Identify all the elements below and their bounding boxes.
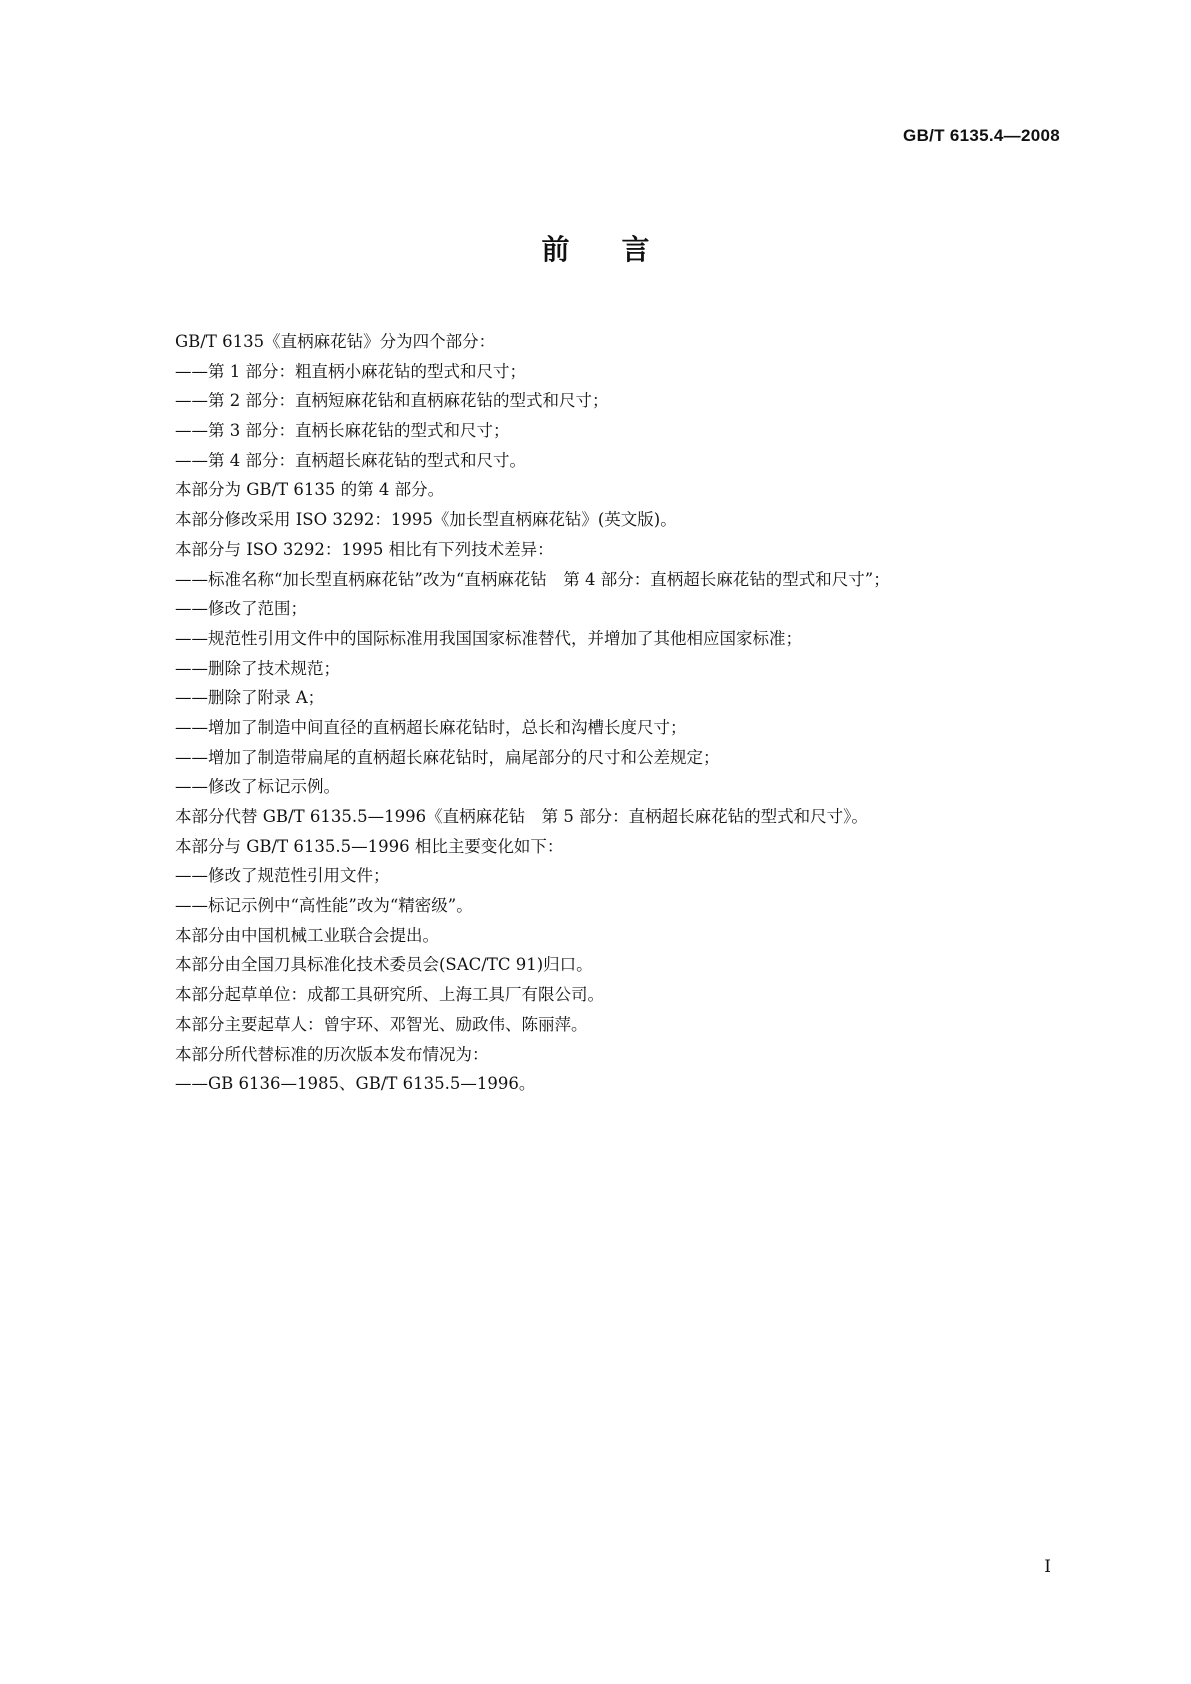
paragraph: 本部分修改采用 ISO 3292：1995《加长型直柄麻花钻》(英文版)。 — [175, 510, 677, 530]
paragraph: ——增加了制造带扁尾的直柄超长麻花钻时，扁尾部分的尺寸和公差规定； — [175, 747, 720, 767]
paragraph: ——删除了附录 A； — [175, 688, 325, 708]
paragraph: ——修改了规范性引用文件； — [175, 866, 390, 886]
paragraph: ——第 1 部分：粗直柄小麻花钻的型式和尺寸； — [175, 361, 526, 381]
page-number: I — [1044, 1557, 1051, 1577]
paragraph: ——修改了范围； — [175, 599, 307, 619]
paragraph: ——第 2 部分：直柄短麻花钻和直柄麻花钻的型式和尺寸； — [175, 391, 609, 411]
paragraph: ——规范性引用文件中的国际标准用我国国家标准替代，并增加了其他相应国家标准； — [175, 628, 802, 648]
page-title: 前言 — [541, 233, 702, 266]
document-code: GB/T 6135.4—2008 — [903, 126, 1060, 145]
paragraph: 本部分由中国机械工业联合会提出。 — [175, 925, 439, 945]
paragraph: ——GB 6136—1985、GB/T 6135.5—1996。 — [175, 1074, 536, 1094]
paragraph: 本部分代替 GB/T 6135.5—1996《直柄麻花钻 第 5 部分：直柄超长麻花钻的型式和尺寸》。 — [175, 807, 868, 826]
foreword-body — [175, 327, 1095, 1099]
paragraph: 本部分主要起草人：曾宇环、邓智光、励政伟、陈丽萍。 — [175, 1014, 588, 1034]
paragraph: ——修改了标记示例。 — [175, 777, 340, 797]
paragraph: 本部分由全国刀具标准化技术委员会(SAC/TC 91)归口。 — [175, 955, 593, 975]
paragraph: ——增加了制造中间直径的直柄超长麻花钻时，总长和沟槽长度尺寸； — [175, 717, 687, 737]
paragraph: 本部分起草单位：成都工具研究所、上海工具厂有限公司。 — [175, 985, 604, 1005]
paragraph: ——第 4 部分：直柄超长麻花钻的型式和尺寸。 — [175, 450, 526, 470]
paragraph: 本部分与 ISO 3292：1995 相比有下列技术差异： — [175, 539, 554, 559]
paragraph: ——第 3 部分：直柄长麻花钻的型式和尺寸； — [175, 421, 510, 441]
paragraph: 本部分与 GB/T 6135.5—1996 相比主要变化如下： — [175, 836, 564, 856]
paragraph: 本部分为 GB/T 6135 的第 4 部分。 — [175, 480, 445, 500]
paragraph: ——删除了技术规范； — [175, 658, 340, 678]
paragraph: 本部分所代替标准的历次版本发布情况为： — [175, 1044, 489, 1064]
paragraph: GB/T 6135《直柄麻花钻》分为四个部分： — [175, 332, 496, 351]
paragraph: ——标记示例中“高性能”改为“精密级”。 — [175, 896, 473, 916]
paragraph: ——标准名称“加长型直柄麻花钻”改为“直柄麻花钻 第 4 部分：直柄超长麻花钻的型式和尺寸”； — [175, 569, 890, 589]
